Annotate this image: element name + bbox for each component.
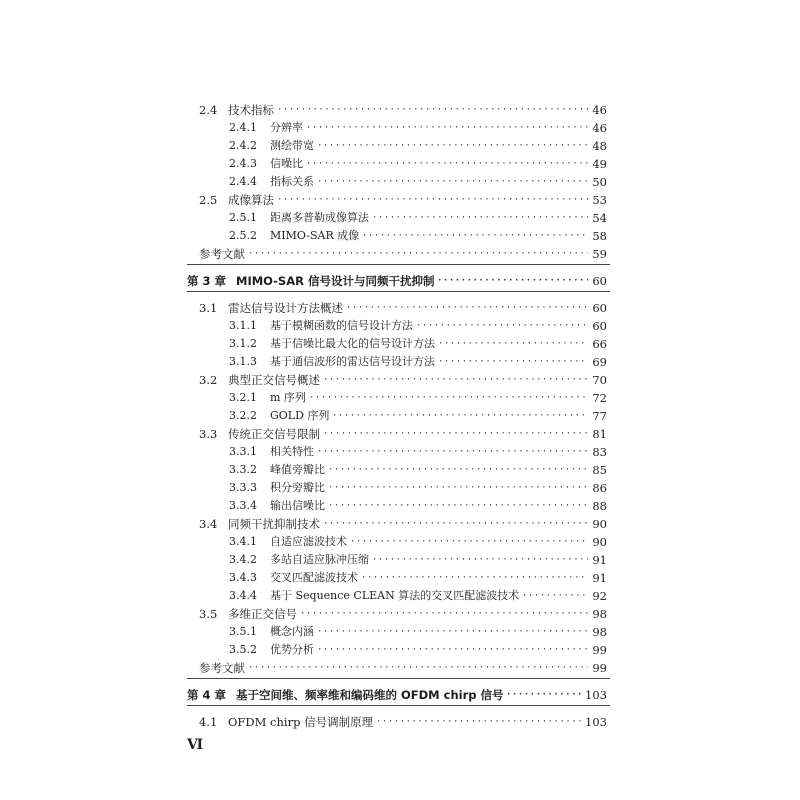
toc-section-entry	[0, 101, 800, 119]
dot-leader	[438, 335, 588, 353]
toc-entry-title: 基于通信波形的雷达信号设计方法	[270, 355, 435, 368]
toc-entry-number: 2.4.2	[229, 139, 257, 152]
toc-entry-title: 峰值旁瓣比	[270, 463, 325, 476]
toc-entry-number: 3.3.1	[229, 445, 257, 458]
toc-entry-number: 3.4.3	[229, 571, 257, 584]
toc-entry-number: 3.5.1	[229, 625, 257, 638]
toc-entry-title: GOLD 序列	[270, 409, 330, 422]
toc-entry-number: 第 4 章	[187, 688, 227, 702]
dot-leader	[248, 659, 588, 677]
toc-entry-page: 98	[592, 607, 607, 621]
toc-entry-number: 3.4.1	[229, 535, 257, 548]
dot-leader	[317, 173, 588, 191]
toc-entry-number: 2.5	[199, 193, 218, 207]
dot-leader	[328, 497, 588, 515]
toc-entry-title: 输出信噪比	[270, 499, 325, 512]
toc-entry-page: 98	[592, 625, 607, 639]
toc-section-entry	[0, 119, 800, 137]
toc-entry-page: 49	[592, 157, 607, 171]
toc-entry-page: 90	[592, 535, 607, 549]
toc-entry-page: 103	[585, 688, 607, 702]
toc-section-entry	[0, 479, 800, 497]
toc-entry-number: 3.1.2	[229, 337, 257, 350]
dot-leader	[300, 605, 588, 623]
toc-entry-number: 3.3.4	[229, 499, 257, 512]
dot-leader	[317, 623, 588, 641]
toc-entry-number: 3.5	[199, 607, 218, 621]
toc-entry-number: 3.2.2	[229, 409, 257, 422]
toc-entry-title: 典型正交信号概述	[228, 373, 320, 387]
toc-entry-title: 多维正交信号	[228, 607, 297, 621]
dot-leader	[438, 353, 588, 371]
dot-leader	[277, 191, 588, 209]
toc-entry-title: 传统正交信号限制	[228, 427, 320, 441]
dot-leader	[248, 245, 588, 263]
dot-leader	[317, 641, 588, 659]
toc-references-entry	[0, 245, 800, 263]
toc-entry-title: 多站自适应脉冲压缩	[270, 553, 369, 566]
toc-entry-title: 分辨率	[270, 121, 303, 134]
toc-entry-number: 3.2.1	[229, 391, 257, 404]
dot-leader	[350, 533, 588, 551]
toc-entry-title: 概念内涵	[270, 625, 314, 638]
dot-leader	[437, 272, 588, 290]
toc-entry-title: m 序列	[270, 391, 306, 404]
toc-section-entry	[0, 425, 800, 443]
toc-entry-page: 46	[592, 121, 607, 135]
toc-entry-title: 相关特性	[270, 445, 314, 458]
toc-entry-title: 基于信噪比最大化的信号设计方法	[270, 337, 435, 350]
toc-entry-page: 69	[592, 355, 607, 369]
dot-leader	[372, 209, 588, 227]
dot-leader	[362, 227, 588, 245]
toc-entry-page: 91	[592, 571, 607, 585]
dot-leader	[306, 155, 588, 173]
toc-entry-title: 优势分析	[270, 643, 314, 656]
chapter-divider	[187, 705, 610, 706]
toc-entry-title: 交叉匹配滤波技术	[270, 571, 358, 584]
dot-leader	[323, 425, 588, 443]
toc-entry-number: 3.4.4	[229, 589, 257, 602]
toc-section-entry	[0, 173, 800, 191]
dot-leader	[522, 587, 588, 605]
toc-entry-title: 雷达信号设计方法概述	[228, 301, 343, 315]
dot-leader	[306, 119, 588, 137]
dot-leader	[317, 443, 588, 461]
toc-entry-page: 54	[592, 211, 607, 225]
toc-section-entry	[0, 353, 800, 371]
toc-entry-number: 3.3	[199, 427, 218, 441]
toc-section-entry	[0, 371, 800, 389]
toc-section-entry	[0, 641, 800, 659]
toc-entry-title: 技术指标	[228, 103, 274, 117]
toc-entry-page: 81	[592, 427, 607, 441]
toc-chapter-entry	[0, 272, 800, 290]
chapter-divider	[187, 264, 610, 265]
toc-section-entry	[0, 191, 800, 209]
toc-entry-title: 测绘带宽	[270, 139, 314, 152]
toc-section-entry	[0, 317, 800, 335]
toc-entry-number: 4.1	[199, 715, 218, 729]
dot-leader	[277, 101, 588, 119]
toc-entry-number: 2.4.4	[229, 175, 257, 188]
toc-entry-page: 86	[592, 481, 607, 495]
dot-leader	[317, 137, 588, 155]
toc-entry-title: 自适应滤波技术	[270, 535, 347, 548]
toc-entry-page: 99	[592, 661, 607, 675]
toc-entry-title: 信噪比	[270, 157, 303, 170]
toc-entry-page: 88	[592, 499, 607, 513]
toc-entry-page: 48	[592, 139, 607, 153]
chapter-divider	[187, 291, 610, 292]
dot-leader	[309, 389, 588, 407]
dot-leader	[328, 479, 588, 497]
dot-leader	[323, 515, 588, 533]
toc-section-entry	[0, 389, 800, 407]
dot-leader	[328, 461, 588, 479]
dot-leader	[346, 299, 588, 317]
toc-entry-page: 59	[592, 247, 607, 261]
toc-section-entry	[0, 623, 800, 641]
toc-entry-title: 积分旁瓣比	[270, 481, 325, 494]
toc-chapter-entry	[0, 686, 800, 704]
toc-entry-page: 60	[592, 319, 607, 333]
toc-entry-title: 基于 Sequence CLEAN 算法的交叉匹配滤波技术	[270, 589, 520, 602]
toc-entry-number: 2.4.1	[229, 121, 257, 134]
toc-entry-page: 60	[592, 301, 607, 315]
toc-entry-page: 92	[592, 589, 607, 603]
toc-entry-page: 103	[585, 715, 607, 729]
toc-section-entry	[0, 227, 800, 245]
toc-entry-title: OFDM chirp 信号调制原理	[228, 715, 374, 729]
toc-entry-title: 参考文献	[199, 247, 245, 261]
chapter-divider	[187, 678, 610, 679]
toc-entry-title: 基于模糊函数的信号设计方法	[270, 319, 413, 332]
toc-entry-number: 3.3.2	[229, 463, 257, 476]
toc-section-entry	[0, 605, 800, 623]
toc-references-entry	[0, 659, 800, 677]
toc-entry-page: 72	[592, 391, 607, 405]
toc-section-entry	[0, 551, 800, 569]
toc-entry-page: 83	[592, 445, 607, 459]
toc-section-entry	[0, 407, 800, 425]
toc-entry-page: 91	[592, 553, 607, 567]
toc-entry-number: 第 3 章	[187, 274, 227, 288]
toc-entry-page: 70	[592, 373, 607, 387]
toc-section-entry	[0, 515, 800, 533]
toc-entry-number: 3.1	[199, 301, 218, 315]
dot-leader	[416, 317, 588, 335]
toc-section-entry	[0, 299, 800, 317]
toc-entry-title: MIMO-SAR 成像	[270, 229, 360, 242]
toc-entry-title: 距离多普勒成像算法	[270, 211, 369, 224]
toc-section-entry	[0, 209, 800, 227]
toc-entry-number: 3.4	[199, 517, 218, 531]
dot-leader	[372, 551, 588, 569]
toc-entry-number: 3.1.3	[229, 355, 257, 368]
toc-entry-page: 58	[592, 229, 607, 243]
toc-entry-number: 2.5.2	[229, 229, 257, 242]
toc-entry-title: MIMO-SAR 信号设计与同频干扰抑制	[236, 274, 435, 288]
toc-entry-title: 基于空间维、频率维和编码维的 OFDM chirp 信号	[236, 688, 504, 702]
dot-leader	[506, 686, 581, 704]
toc-entry-number: 2.5.1	[229, 211, 257, 224]
dot-leader	[376, 713, 581, 731]
dot-leader	[361, 569, 588, 587]
toc-entry-title: 成像算法	[228, 193, 274, 207]
toc-entry-number: 3.5.2	[229, 643, 257, 656]
toc-section-entry	[0, 533, 800, 551]
toc-entry-page: 85	[592, 463, 607, 477]
toc-entry-title: 同频干扰抑制技术	[228, 517, 320, 531]
toc-entry-page: 90	[592, 517, 607, 531]
toc-section-entry	[0, 461, 800, 479]
toc-entry-title: 参考文献	[199, 661, 245, 675]
toc-section-entry	[0, 155, 800, 173]
toc-section-entry	[0, 137, 800, 155]
toc-section-entry	[0, 569, 800, 587]
toc-entry-page: 53	[592, 193, 607, 207]
toc-entry-page: 50	[592, 175, 607, 189]
dot-leader	[332, 407, 588, 425]
dot-leader	[323, 371, 588, 389]
toc-entry-page: 66	[592, 337, 607, 351]
toc-entry-page: 77	[592, 409, 607, 423]
toc-section-entry	[0, 335, 800, 353]
toc-section-entry	[0, 497, 800, 515]
toc-entry-number: 3.3.3	[229, 481, 257, 494]
toc-section-entry	[0, 443, 800, 461]
toc-entry-page: 46	[592, 103, 607, 117]
toc-section-entry	[0, 587, 800, 605]
toc-entry-number: 3.2	[199, 373, 218, 387]
toc-section-entry	[0, 713, 800, 731]
toc-entry-page: 99	[592, 643, 607, 657]
toc-entry-page: 60	[592, 274, 607, 288]
page-number: Ⅵ	[187, 737, 204, 753]
toc-entry-number: 2.4.3	[229, 157, 257, 170]
toc-entry-number: 2.4	[199, 103, 218, 117]
toc-entry-number: 3.1.1	[229, 319, 257, 332]
toc-entry-number: 3.4.2	[229, 553, 257, 566]
toc-entry-title: 指标关系	[270, 175, 314, 188]
